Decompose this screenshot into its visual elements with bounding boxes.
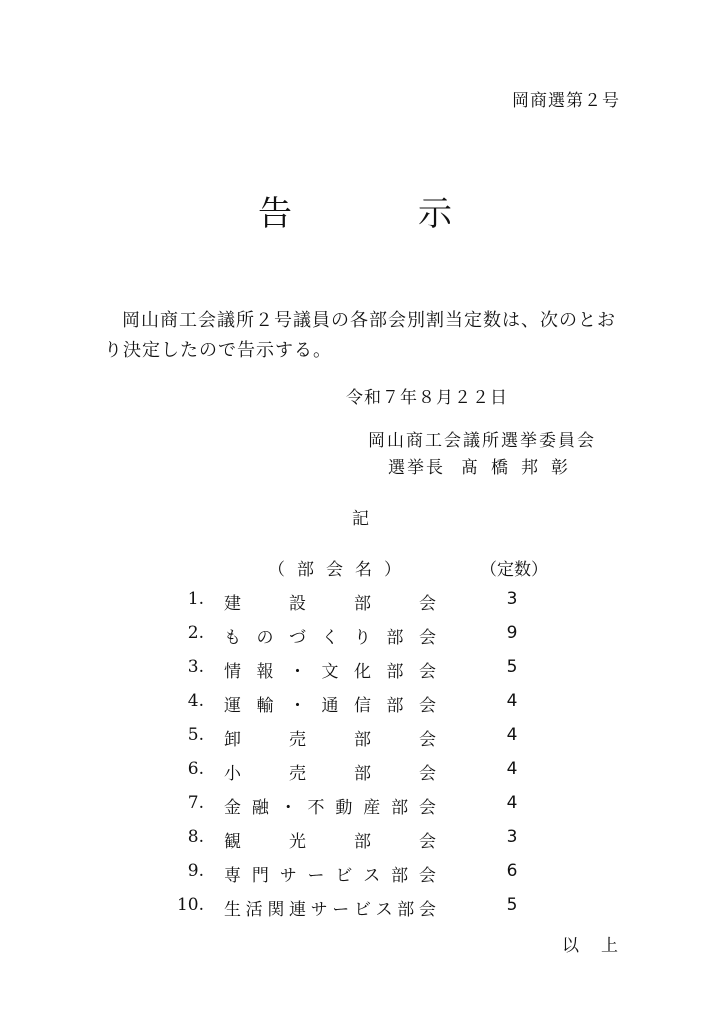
- section-seat-count: 4: [506, 725, 518, 745]
- section-seat-count: 3: [506, 589, 518, 609]
- section-seat-count: 4: [506, 793, 518, 813]
- section-row: [0, 725, 724, 759]
- ki-heading: 記: [352, 509, 369, 529]
- section-number: 10.: [176, 895, 204, 915]
- section-name: 金 融 ・ 不 動 産 部 会: [224, 798, 436, 818]
- section-name: も の づ く り 部 会: [224, 628, 436, 648]
- notice-date: 令和７年８月２２日: [346, 388, 508, 408]
- section-number: 9.: [187, 861, 204, 881]
- title-char-2: 示: [418, 194, 452, 234]
- closing-mark: 以上: [562, 936, 640, 956]
- section-seat-count: 5: [506, 895, 518, 915]
- section-seat-count: 9: [506, 623, 518, 643]
- section-row: [0, 895, 724, 929]
- section-name: 観 光 部 会: [224, 832, 436, 852]
- section-number: 7.: [187, 793, 204, 813]
- section-number: 6.: [187, 759, 204, 779]
- section-number: 2.: [187, 623, 204, 643]
- column-header-count: （定数）: [480, 560, 548, 580]
- section-row: [0, 657, 724, 691]
- chair-title: 選挙長: [388, 458, 445, 478]
- section-number: 1.: [187, 589, 204, 609]
- section-row: [0, 861, 724, 895]
- section-seat-count: 3: [506, 827, 518, 847]
- chair-signature: [388, 453, 581, 478]
- section-seat-count: 4: [506, 691, 518, 711]
- document-number: 岡商選第２号: [512, 91, 620, 111]
- section-number: 3.: [187, 657, 204, 677]
- issuing-organization: 岡山商工会議所選挙委員会: [368, 431, 596, 451]
- section-seat-count: 6: [506, 861, 518, 881]
- notice-body: 岡山商工会議所２号議員の各部会別割当定数は、次のとおり決定したので告示する。: [104, 310, 616, 361]
- chair-name: 髙橋邦彰: [461, 458, 581, 478]
- section-row: [0, 623, 724, 657]
- section-seat-count: 4: [506, 759, 518, 779]
- section-row: [0, 827, 724, 861]
- section-number: 4.: [187, 691, 204, 711]
- title-char-1: 告: [258, 194, 292, 234]
- section-name: 専 門 サ ー ビ ス 部 会: [224, 866, 436, 886]
- section-row: [0, 589, 724, 623]
- section-seat-count: 5: [506, 657, 518, 677]
- section-name: 卸 売 部 会: [224, 730, 436, 750]
- section-name: 小 売 部 会: [224, 764, 436, 784]
- section-number: 5.: [187, 725, 204, 745]
- section-row: [0, 691, 724, 725]
- section-row: [0, 793, 724, 827]
- section-name: 建 設 部 会: [224, 594, 436, 614]
- section-name: 生 活 関 連 サ ー ビ ス 部 会: [224, 900, 436, 920]
- column-header-section: （部会名）: [268, 560, 413, 580]
- section-name: 運 輸 ・ 通 信 部 会: [224, 696, 436, 716]
- section-list: [0, 589, 724, 939]
- section-number: 8.: [187, 827, 204, 847]
- section-name: 情 報 ・ 文 化 部 会: [224, 662, 436, 682]
- section-row: [0, 759, 724, 793]
